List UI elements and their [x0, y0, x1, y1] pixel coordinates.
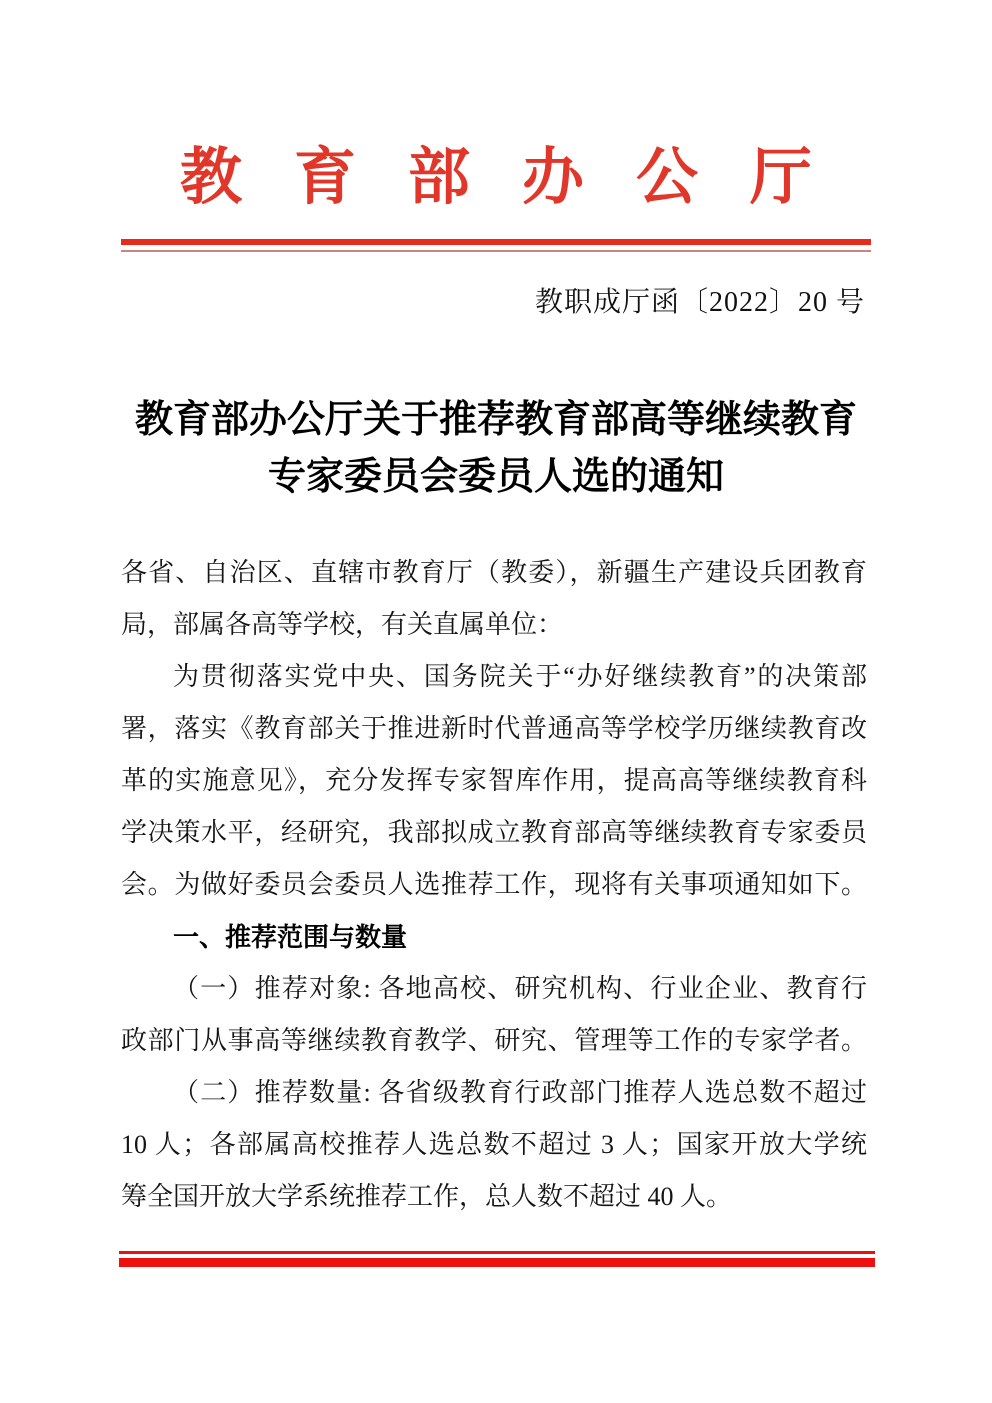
- body-section-heading: 一、推荐范围与数量: [173, 922, 408, 952]
- body-line-paragraph: 为贯彻落实党中央、国务院关于“办好继续教育”的决策部: [173, 662, 867, 691]
- footer-rule-thick: [119, 1258, 875, 1267]
- document-title-line1: 教育部办公厅关于推荐教育部高等继续教育: [134, 399, 857, 441]
- body-line-paragraph: 学决策水平，经研究，我部拟成立教育部高等继续教育专家委员: [121, 818, 867, 847]
- letterhead-char: 公: [635, 144, 698, 212]
- letterhead-char: 育: [293, 144, 356, 212]
- letterhead-title: [180, 143, 812, 213]
- body-line-item-1: （一）推荐对象: 各地高校、研究机构、行业企业、教育行: [173, 974, 867, 1003]
- body-line-salutation: 局，部属各高等学校，有关直属单位：: [121, 610, 564, 639]
- letterhead-char: 厅: [749, 144, 812, 212]
- body-line-item-1: 政部门从事高等继续教育教学、研究、管理等工作的专家学者。: [121, 1026, 867, 1055]
- body-line-paragraph: 会。为做好委员会委员人选推荐工作，现将有关事项通知如下。: [121, 870, 867, 899]
- document-title: [0, 392, 992, 506]
- letterhead-rule-thin: [121, 250, 871, 252]
- body-line-item-2: （二）推荐数量: 各省级教育行政部门推荐人选总数不超过: [173, 1078, 867, 1107]
- letterhead-char: 部: [407, 144, 470, 212]
- body-line-salutation: 各省、自治区、直辖市教育厅（教委），新疆生产建设兵团教育: [121, 558, 867, 587]
- letterhead-char: 教: [180, 144, 243, 212]
- body-line-item-2: 筹全国开放大学系统推荐工作，总人数不超过 40 人。: [121, 1182, 733, 1211]
- document-body: [121, 547, 867, 1223]
- body-line-paragraph: 革的实施意见》，充分发挥专家智库作用，提高高等继续教育科: [121, 766, 867, 795]
- body-line-item-2: 10 人；各部属高校推荐人选总数不超过 3 人；国家开放大学统: [121, 1130, 867, 1159]
- body-line-paragraph: 署，落实《教育部关于推进新时代普通高等学校学历继续教育改: [121, 714, 867, 743]
- document-title-line2: 专家委员会委员人选的通知: [267, 456, 724, 498]
- letterhead-rule-thick: [121, 239, 871, 245]
- document-number: 教职成厅函〔2022〕20 号: [534, 287, 865, 318]
- footer-rule-thin: [119, 1251, 875, 1254]
- letterhead-char: 办: [521, 144, 584, 212]
